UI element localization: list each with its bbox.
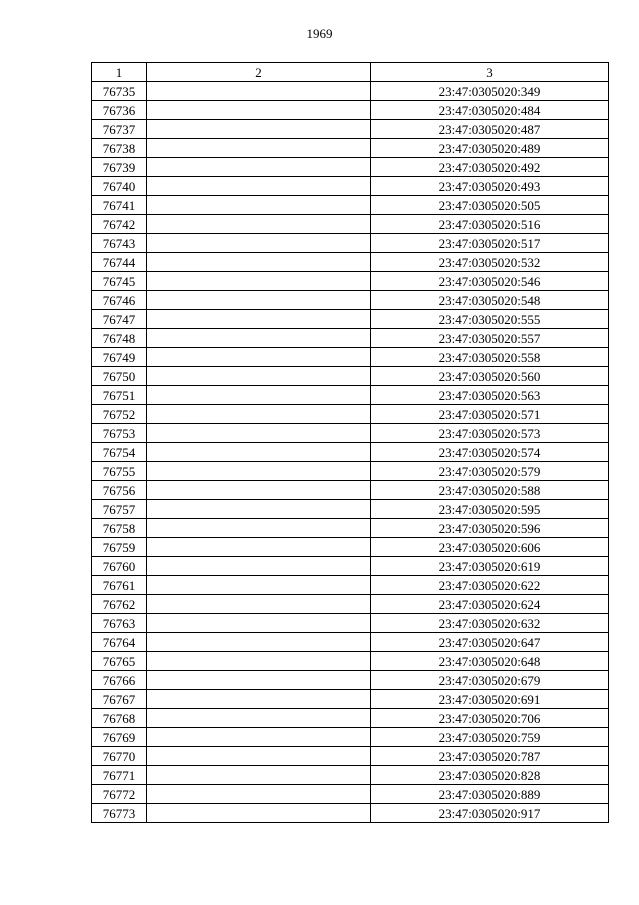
empty-cell bbox=[147, 804, 371, 823]
empty-cell bbox=[147, 139, 371, 158]
cadastral-number-cell: 23:47:0305020:606 bbox=[371, 538, 609, 557]
table-row bbox=[92, 500, 609, 519]
empty-cell bbox=[147, 310, 371, 329]
row-number-cell: 76759 bbox=[92, 538, 147, 557]
empty-cell bbox=[147, 120, 371, 139]
empty-cell bbox=[147, 82, 371, 101]
empty-cell bbox=[147, 576, 371, 595]
header-row bbox=[92, 63, 609, 82]
row-number-cell: 76756 bbox=[92, 481, 147, 500]
row-number-cell: 76754 bbox=[92, 443, 147, 462]
table-row bbox=[92, 785, 609, 804]
cadastral-number-cell: 23:47:0305020:595 bbox=[371, 500, 609, 519]
empty-cell bbox=[147, 595, 371, 614]
cadastral-number-cell: 23:47:0305020:917 bbox=[371, 804, 609, 823]
table-row bbox=[92, 139, 609, 158]
row-number-cell: 76758 bbox=[92, 519, 147, 538]
cadastral-number-cell: 23:47:0305020:493 bbox=[371, 177, 609, 196]
empty-cell bbox=[147, 348, 371, 367]
table-row bbox=[92, 804, 609, 823]
table-row bbox=[92, 538, 609, 557]
row-number-cell: 76741 bbox=[92, 196, 147, 215]
column-header-1: 1 bbox=[92, 63, 147, 82]
empty-cell bbox=[147, 652, 371, 671]
row-number-cell: 76770 bbox=[92, 747, 147, 766]
row-number-cell: 76735 bbox=[92, 82, 147, 101]
cadastral-number-cell: 23:47:0305020:648 bbox=[371, 652, 609, 671]
cadastral-number-cell: 23:47:0305020:596 bbox=[371, 519, 609, 538]
empty-cell bbox=[147, 177, 371, 196]
table-row bbox=[92, 766, 609, 785]
table-row bbox=[92, 196, 609, 215]
cadastral-number-cell: 23:47:0305020:489 bbox=[371, 139, 609, 158]
cadastral-number-cell: 23:47:0305020:889 bbox=[371, 785, 609, 804]
row-number-cell: 76772 bbox=[92, 785, 147, 804]
empty-cell bbox=[147, 633, 371, 652]
table-row bbox=[92, 690, 609, 709]
table-row bbox=[92, 234, 609, 253]
registry-table bbox=[91, 62, 609, 823]
cadastral-number-cell: 23:47:0305020:563 bbox=[371, 386, 609, 405]
table-row bbox=[92, 557, 609, 576]
cadastral-number-cell: 23:47:0305020:647 bbox=[371, 633, 609, 652]
empty-cell bbox=[147, 253, 371, 272]
row-number-cell: 76753 bbox=[92, 424, 147, 443]
cadastral-number-cell: 23:47:0305020:487 bbox=[371, 120, 609, 139]
row-number-cell: 76773 bbox=[92, 804, 147, 823]
table-row bbox=[92, 443, 609, 462]
empty-cell bbox=[147, 443, 371, 462]
table-row bbox=[92, 633, 609, 652]
cadastral-number-cell: 23:47:0305020:759 bbox=[371, 728, 609, 747]
row-number-cell: 76739 bbox=[92, 158, 147, 177]
row-number-cell: 76743 bbox=[92, 234, 147, 253]
cadastral-number-cell: 23:47:0305020:492 bbox=[371, 158, 609, 177]
empty-cell bbox=[147, 538, 371, 557]
empty-cell bbox=[147, 386, 371, 405]
table-header bbox=[92, 63, 609, 82]
table-row bbox=[92, 272, 609, 291]
cadastral-number-cell: 23:47:0305020:679 bbox=[371, 671, 609, 690]
row-number-cell: 76752 bbox=[92, 405, 147, 424]
empty-cell bbox=[147, 671, 371, 690]
table-row bbox=[92, 158, 609, 177]
empty-cell bbox=[147, 557, 371, 576]
empty-cell bbox=[147, 272, 371, 291]
empty-cell bbox=[147, 481, 371, 500]
row-number-cell: 76760 bbox=[92, 557, 147, 576]
row-number-cell: 76765 bbox=[92, 652, 147, 671]
table-row bbox=[92, 595, 609, 614]
row-number-cell: 76750 bbox=[92, 367, 147, 386]
table-row bbox=[92, 82, 609, 101]
empty-cell bbox=[147, 158, 371, 177]
table-row bbox=[92, 424, 609, 443]
cadastral-number-cell: 23:47:0305020:624 bbox=[371, 595, 609, 614]
empty-cell bbox=[147, 500, 371, 519]
row-number-cell: 76751 bbox=[92, 386, 147, 405]
table-row bbox=[92, 120, 609, 139]
empty-cell bbox=[147, 747, 371, 766]
table-row bbox=[92, 329, 609, 348]
table-row bbox=[92, 519, 609, 538]
row-number-cell: 76755 bbox=[92, 462, 147, 481]
cadastral-number-cell: 23:47:0305020:588 bbox=[371, 481, 609, 500]
table-row bbox=[92, 367, 609, 386]
table-row bbox=[92, 671, 609, 690]
empty-cell bbox=[147, 329, 371, 348]
row-number-cell: 76737 bbox=[92, 120, 147, 139]
empty-cell bbox=[147, 424, 371, 443]
column-header-2: 2 bbox=[147, 63, 371, 82]
table-row bbox=[92, 747, 609, 766]
empty-cell bbox=[147, 234, 371, 253]
column-header-3: 3 bbox=[371, 63, 609, 82]
row-number-cell: 76742 bbox=[92, 215, 147, 234]
row-number-cell: 76762 bbox=[92, 595, 147, 614]
cadastral-number-cell: 23:47:0305020:555 bbox=[371, 310, 609, 329]
row-number-cell: 76740 bbox=[92, 177, 147, 196]
cadastral-number-cell: 23:47:0305020:574 bbox=[371, 443, 609, 462]
empty-cell bbox=[147, 709, 371, 728]
empty-cell bbox=[147, 728, 371, 747]
cadastral-number-cell: 23:47:0305020:619 bbox=[371, 557, 609, 576]
row-number-cell: 76746 bbox=[92, 291, 147, 310]
table-row bbox=[92, 291, 609, 310]
cadastral-number-cell: 23:47:0305020:558 bbox=[371, 348, 609, 367]
cadastral-number-cell: 23:47:0305020:484 bbox=[371, 101, 609, 120]
cadastral-number-cell: 23:47:0305020:546 bbox=[371, 272, 609, 291]
row-number-cell: 76766 bbox=[92, 671, 147, 690]
table-row bbox=[92, 462, 609, 481]
empty-cell bbox=[147, 405, 371, 424]
empty-cell bbox=[147, 291, 371, 310]
table-row bbox=[92, 101, 609, 120]
table-row bbox=[92, 386, 609, 405]
row-number-cell: 76764 bbox=[92, 633, 147, 652]
table-body bbox=[92, 82, 609, 823]
row-number-cell: 76763 bbox=[92, 614, 147, 633]
empty-cell bbox=[147, 196, 371, 215]
empty-cell bbox=[147, 462, 371, 481]
table-row bbox=[92, 310, 609, 329]
table-row bbox=[92, 652, 609, 671]
page-number: 1969 bbox=[306, 26, 333, 41]
row-number-cell: 76769 bbox=[92, 728, 147, 747]
empty-cell bbox=[147, 614, 371, 633]
cadastral-number-cell: 23:47:0305020:828 bbox=[371, 766, 609, 785]
row-number-cell: 76748 bbox=[92, 329, 147, 348]
cadastral-number-cell: 23:47:0305020:557 bbox=[371, 329, 609, 348]
table-row bbox=[92, 709, 609, 728]
cadastral-number-cell: 23:47:0305020:706 bbox=[371, 709, 609, 728]
empty-cell bbox=[147, 766, 371, 785]
cadastral-number-cell: 23:47:0305020:632 bbox=[371, 614, 609, 633]
row-number-cell: 76738 bbox=[92, 139, 147, 158]
row-number-cell: 76744 bbox=[92, 253, 147, 272]
empty-cell bbox=[147, 785, 371, 804]
row-number-cell: 76757 bbox=[92, 500, 147, 519]
table-row bbox=[92, 177, 609, 196]
empty-cell bbox=[147, 215, 371, 234]
cadastral-number-cell: 23:47:0305020:579 bbox=[371, 462, 609, 481]
table-row bbox=[92, 481, 609, 500]
row-number-cell: 76736 bbox=[92, 101, 147, 120]
cadastral-number-cell: 23:47:0305020:532 bbox=[371, 253, 609, 272]
empty-cell bbox=[147, 519, 371, 538]
empty-cell bbox=[147, 690, 371, 709]
row-number-cell: 76768 bbox=[92, 709, 147, 728]
cadastral-number-cell: 23:47:0305020:787 bbox=[371, 747, 609, 766]
cadastral-number-cell: 23:47:0305020:560 bbox=[371, 367, 609, 386]
table-row bbox=[92, 405, 609, 424]
row-number-cell: 76767 bbox=[92, 690, 147, 709]
row-number-cell: 76771 bbox=[92, 766, 147, 785]
cadastral-number-cell: 23:47:0305020:517 bbox=[371, 234, 609, 253]
row-number-cell: 76745 bbox=[92, 272, 147, 291]
cadastral-number-cell: 23:47:0305020:548 bbox=[371, 291, 609, 310]
table-row bbox=[92, 576, 609, 595]
table-row bbox=[92, 215, 609, 234]
row-number-cell: 76761 bbox=[92, 576, 147, 595]
cadastral-number-cell: 23:47:0305020:691 bbox=[371, 690, 609, 709]
cadastral-number-cell: 23:47:0305020:349 bbox=[371, 82, 609, 101]
cadastral-number-cell: 23:47:0305020:573 bbox=[371, 424, 609, 443]
cadastral-number-cell: 23:47:0305020:622 bbox=[371, 576, 609, 595]
cadastral-number-cell: 23:47:0305020:516 bbox=[371, 215, 609, 234]
table-row bbox=[92, 348, 609, 367]
cadastral-number-cell: 23:47:0305020:505 bbox=[371, 196, 609, 215]
empty-cell bbox=[147, 101, 371, 120]
cadastral-number-cell: 23:47:0305020:571 bbox=[371, 405, 609, 424]
row-number-cell: 76749 bbox=[92, 348, 147, 367]
table-row bbox=[92, 614, 609, 633]
table-row bbox=[92, 728, 609, 747]
row-number-cell: 76747 bbox=[92, 310, 147, 329]
empty-cell bbox=[147, 367, 371, 386]
table-row bbox=[92, 253, 609, 272]
